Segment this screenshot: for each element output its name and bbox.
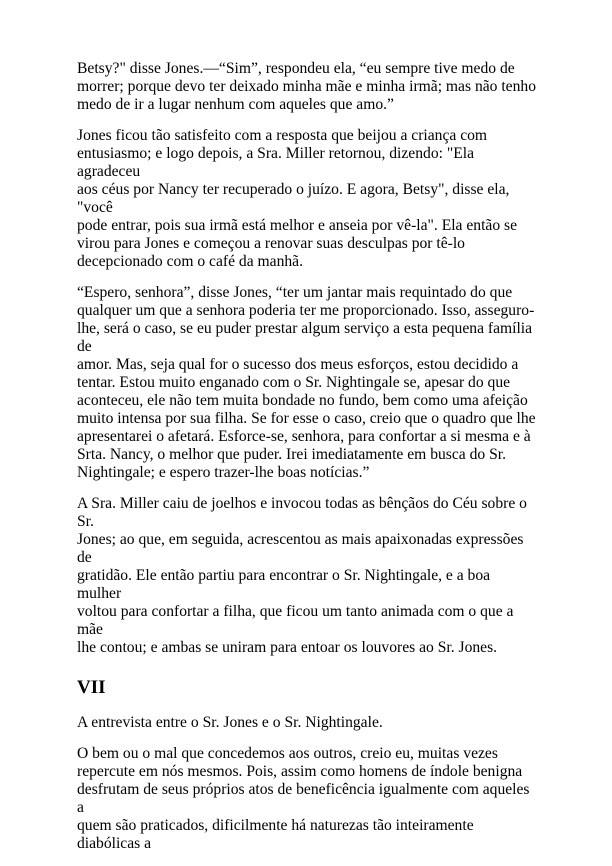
chapter-summary: A entrevista entre o Sr. Jones e o Sr. Nightingale. — [77, 714, 383, 731]
document-page — [77, 60, 537, 866]
paragraph-jones-speech: “Espero, senhora”, disse Jones, “ter um jantar mais requintado do que qualquer um que a senhora poderia ter me proporcionado. Isso, asseguro- lhe, será o caso, se eu puder prestar algum serviço a esta pequena família de amor. Mas, seja qual for o sucesso dos meus esforços, estou decidido a tentar. Estou muito enganado com o Sr. Nightingale se, apesar do que aconteceu, ele não tem muita bondade no fundo, bem como uma afeição muito intensa por sua filha. Se for esse o caso, creio que o quadro que lhe apresentarei o afetará. Esforce-se, senhora, para confortar a si mesma e à Srta. Nancy, o melhor que puder. Irei imediatamente em busca do Sr. Nightingale; e espero trazer-lhe boas notícias.” — [77, 284, 536, 481]
paragraph-mrs-miller-kneels: A Sra. Miller caiu de joelhos e invocou todas as bênçãos do Céu sobre o Sr. Jones; ao que, em seguida, acrescentou as mais apaixonadas expressões de gratidão. Ele então partiu para encontrar o Sr. Nightingale, e a boa mulher voltou para confortar a filha, que ficou um tanto animada com o que a mãe lhe contou; e ambas se uniram para entoar os louvores ao Sr. Jones. — [77, 495, 527, 656]
paragraph-jones-satisfied: Jones ficou tão satisfeito com a resposta que beijou a criança com entusiasmo; e logo depois, a Sra. Miller retornou, dizendo: "Ela agradeceu aos céus por Nancy ter recuperado o juízo. E agora, Betsy", disse ela, "você pode entrar, pois sua irmã está melhor e anseia por vê-la". Ela então se virou para Jones e começou a renovar suas desculpas por tê-lo decepcionado com o café da manhã. — [77, 127, 518, 270]
paragraph-good-or-evil: O bem ou o mal que concedemos aos outros, creio eu, muitas vezes repercute em nós mesmos. Pois, assim como homens de índole benigna desfrutam de seus próprios atos de beneficência igualmente com aqueles a quem são praticados, dificilmente há naturezas tão inteiramente diabólicas a — [77, 745, 530, 852]
paragraph-betsy-answer: Betsy?" disse Jones.—“Sim”, respondeu ela, “eu sempre tive medo de morrer; porque devo ter deixado minha mãe e minha irmã; mas não tenho medo de ir a lugar nenhum com aqueles que amo.” — [77, 60, 536, 113]
chapter-heading: VII — [77, 677, 106, 698]
